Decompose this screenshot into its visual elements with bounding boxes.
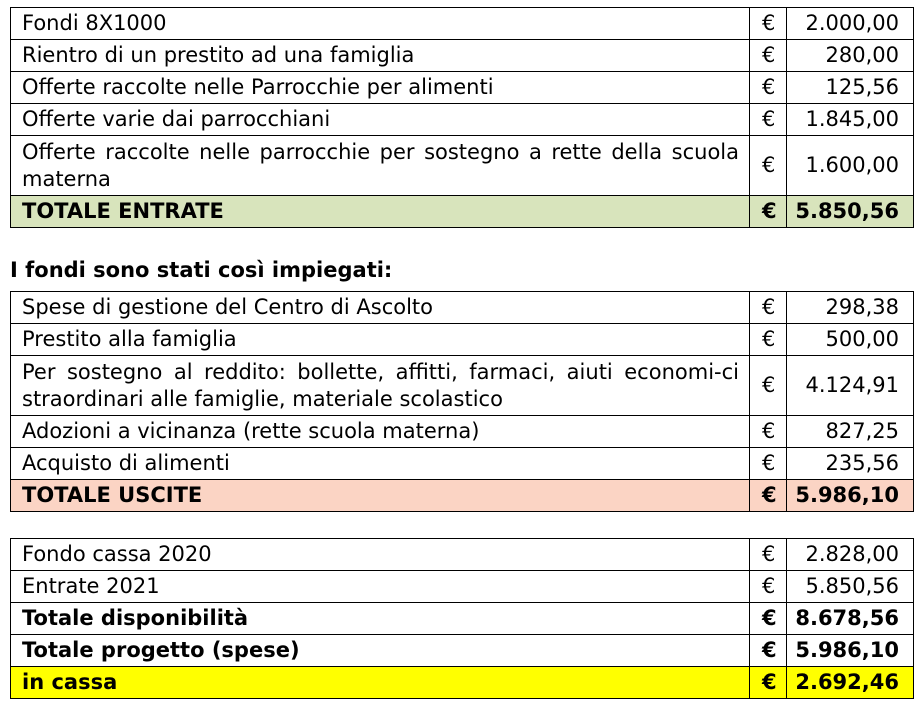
table-row [11, 416, 914, 448]
table-row [11, 40, 914, 72]
row-amount: 1.845,00 [787, 104, 914, 136]
total-entrate-row [11, 196, 914, 228]
table-row [11, 448, 914, 480]
row-label: Adozioni a vicinanza (rette scuola materna) [11, 416, 750, 448]
row-label: Entrate 2021 [11, 571, 750, 603]
row-label: Offerte varie dai parrocchiani [11, 104, 750, 136]
in-cassa-row [11, 667, 914, 699]
row-amount: 280,00 [787, 40, 914, 72]
table-row [11, 571, 914, 603]
row-amount: 235,56 [787, 448, 914, 480]
row-amount: 125,56 [787, 72, 914, 104]
currency-symbol: € [750, 8, 787, 40]
currency-symbol: € [750, 480, 787, 512]
row-amount: 298,38 [787, 292, 914, 324]
currency-symbol: € [750, 292, 787, 324]
table-row [11, 539, 914, 571]
section-heading: I fondi sono stati così impiegati: [10, 258, 393, 282]
row-amount: 827,25 [787, 416, 914, 448]
row-label: Acquisto di alimenti [11, 448, 750, 480]
total-label: TOTALE USCITE [11, 480, 750, 512]
currency-symbol: € [750, 196, 787, 228]
row-amount: 2.828,00 [787, 539, 914, 571]
total-amount: 5.850,56 [787, 196, 914, 228]
total-label: in cassa [11, 667, 750, 699]
row-label: Spese di gestione del Centro di Ascolto [11, 292, 750, 324]
row-label: Prestito alla famiglia [11, 324, 750, 356]
table-row [11, 356, 914, 416]
totale-progetto-row [11, 635, 914, 667]
row-amount: 2.000,00 [787, 8, 914, 40]
row-label: Offerte raccolte nelle parrocchie per sostegno a rette della scuola materna [11, 136, 750, 196]
table-row [11, 72, 914, 104]
currency-symbol: € [750, 448, 787, 480]
currency-symbol: € [750, 416, 787, 448]
uscite-table [10, 291, 914, 512]
row-amount: 4.124,91 [787, 356, 914, 416]
table-row [11, 136, 914, 196]
row-label: Fondi 8X1000 [11, 8, 750, 40]
total-amount: 5.986,10 [787, 480, 914, 512]
row-label: Fondo cassa 2020 [11, 539, 750, 571]
total-label: Totale progetto (spese) [11, 635, 750, 667]
currency-symbol: € [750, 635, 787, 667]
total-amount: 5.986,10 [787, 635, 914, 667]
currency-symbol: € [750, 539, 787, 571]
entrate-table [10, 7, 914, 228]
currency-symbol: € [750, 136, 787, 196]
total-amount: 8.678,56 [787, 603, 914, 635]
table-row [11, 104, 914, 136]
riepilogo-table [10, 538, 914, 699]
table-row [11, 8, 914, 40]
row-amount: 1.600,00 [787, 136, 914, 196]
table-row [11, 324, 914, 356]
total-uscite-row [11, 480, 914, 512]
total-label: TOTALE ENTRATE [11, 196, 750, 228]
total-amount: 2.692,46 [787, 667, 914, 699]
table-row [11, 292, 914, 324]
currency-symbol: € [750, 356, 787, 416]
currency-symbol: € [750, 571, 787, 603]
row-label: Rientro di un prestito ad una famiglia [11, 40, 750, 72]
row-amount: 5.850,56 [787, 571, 914, 603]
row-label: Per sostegno al reddito: bollette, affitti, farmaci, aiuti economi-ci straordinari alle famiglie, materiale scolastico [11, 356, 750, 416]
row-label: Offerte raccolte nelle Parrocchie per alimenti [11, 72, 750, 104]
totale-disponibilita-row [11, 603, 914, 635]
total-label: Totale disponibilità [11, 603, 750, 635]
currency-symbol: € [750, 104, 787, 136]
currency-symbol: € [750, 72, 787, 104]
row-amount: 500,00 [787, 324, 914, 356]
currency-symbol: € [750, 603, 787, 635]
currency-symbol: € [750, 667, 787, 699]
currency-symbol: € [750, 324, 787, 356]
currency-symbol: € [750, 40, 787, 72]
